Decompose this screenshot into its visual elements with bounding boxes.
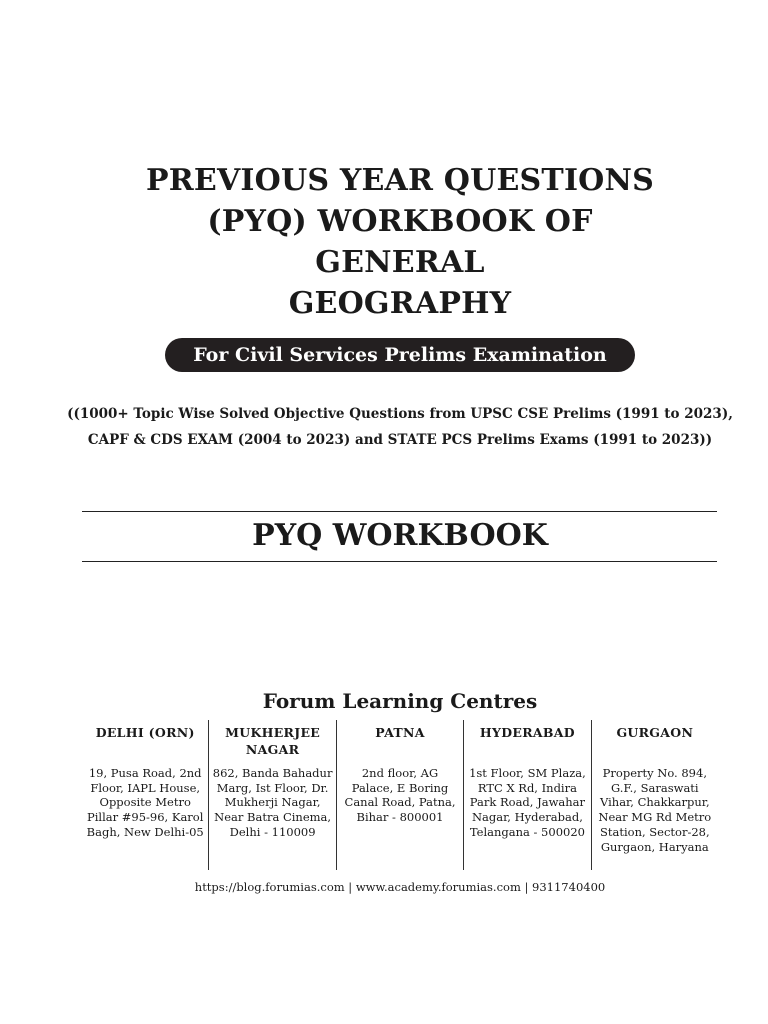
book-subtitle-line-1: ((1000+ Topic Wise Solved Objective Questions from UPSC CSE Prelims (1991 to 2023), (67, 406, 733, 422)
book-subtitle (0, 401, 768, 453)
centre-name: DELHI (ORN) (95, 725, 195, 740)
exam-badge-wrap (0, 338, 768, 372)
book-title-line-1: PREVIOUS YEAR QUESTIONS (145, 163, 654, 198)
centres-table (82, 720, 718, 870)
footer-contact: https://blog.forumias.com | www.academy.forumias.com | 9311740400 (194, 880, 606, 894)
centre-name: MUKHERJEE NAGAR (225, 725, 321, 757)
centre-address: 1st Floor, SM Plaza, RTC X Rd, Indira Park Road, Jawahar Nagar, Hyderabad, Telangana - 500020 (469, 766, 586, 839)
book-title-line-2: (PYQ) WORKBOOK OF (207, 204, 593, 239)
section-heading: PYQ WORKBOOK (252, 518, 548, 553)
book-title-line-4: GEOGRAPHY (288, 286, 512, 321)
divider-bottom (82, 561, 717, 562)
centre-address: 862, Banda Bahadur Marg, Ist Floor, Dr. Mukherji Nagar, Near Batra Cinema, Delhi - 110009 (212, 766, 333, 839)
centres-heading: Forum Learning Centres (262, 689, 538, 713)
centre-delhi (82, 720, 208, 870)
centre-address: 19, Pusa Road, 2nd Floor, IAPL House, Opposite Metro Pillar #95-96, Karol Bagh, New Delhi-05 (86, 766, 204, 839)
divider-top (82, 511, 717, 512)
centre-mukherjee-nagar (208, 720, 335, 870)
centre-gurgaon (591, 720, 718, 870)
centre-address: 2nd floor, AG Palace, E Boring Canal Road, Patna, Bihar - 800001 (344, 766, 456, 825)
book-title-line-3: GENERAL (315, 245, 485, 280)
centre-name: HYDERABAD (479, 725, 575, 740)
book-title (0, 160, 768, 324)
centre-address: Property No. 894, G.F., Saraswati Vihar, Chakkarpur, Near MG Rd Metro Station, Sector-28, Gurgaon, Haryana (598, 766, 712, 854)
exam-badge: For Civil Services Prelims Examination (165, 338, 635, 372)
centre-hyderabad (463, 720, 590, 870)
book-subtitle-line-2: CAPF & CDS EXAM (2004 to 2023) and STATE PCS Prelims Exams (1991 to 2023)) (87, 432, 713, 448)
centre-name: PATNA (375, 725, 425, 740)
centre-patna (336, 720, 463, 870)
centre-name: GURGAON (616, 725, 694, 740)
